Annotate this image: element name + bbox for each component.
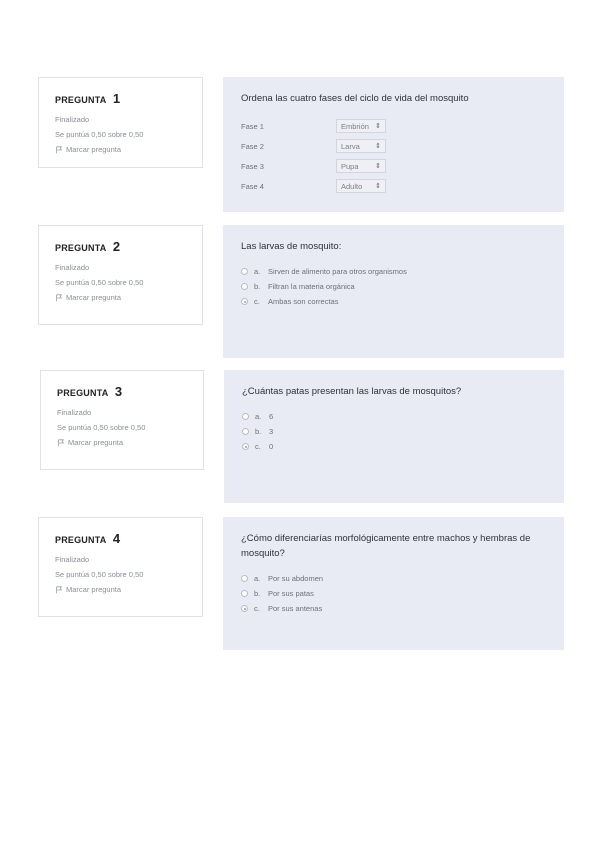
select-arrow-icon: ⇕ xyxy=(375,123,381,130)
flag-icon xyxy=(55,294,63,302)
match-row xyxy=(241,136,546,156)
question-heading xyxy=(55,530,188,548)
flag-question-link[interactable] xyxy=(55,145,188,154)
option-text: Por sus antenas xyxy=(268,604,323,613)
question-content-1 xyxy=(223,77,564,212)
question-grade: Se puntúa 0,50 sobre 0,50 xyxy=(55,570,144,579)
question-info-4 xyxy=(38,517,203,617)
option-letter: b. xyxy=(254,282,261,291)
option-text: Por sus patas xyxy=(268,589,314,598)
answer-option[interactable] xyxy=(242,409,546,424)
question-info-1 xyxy=(38,77,203,168)
flag-label: Marcar pregunta xyxy=(66,585,122,594)
question-heading xyxy=(57,383,189,401)
radio-button[interactable] xyxy=(241,590,248,597)
flag-question-link[interactable] xyxy=(55,585,188,594)
answer-option[interactable] xyxy=(241,586,546,601)
select-arrow-icon: ⇕ xyxy=(375,143,381,150)
answer-option[interactable] xyxy=(241,294,546,309)
match-select[interactable] xyxy=(336,119,386,133)
radio-button[interactable] xyxy=(242,413,249,420)
option-text: Por su abdomen xyxy=(268,574,324,583)
question-text: Ordena las cuatro fases del ciclo de vida del mosquito xyxy=(241,93,469,104)
option-letter: c. xyxy=(254,297,260,306)
question-state: Finalizado xyxy=(55,115,90,124)
question-heading xyxy=(55,238,188,256)
question-number: 1 xyxy=(112,91,121,106)
option-text: Ambas son correctas xyxy=(268,297,339,306)
question-number: 3 xyxy=(114,384,123,399)
answer-option[interactable] xyxy=(241,264,546,279)
option-letter: b. xyxy=(255,427,262,436)
question-state: Finalizado xyxy=(55,555,90,564)
question-label: PREGUNTA xyxy=(55,243,107,253)
select-value: Embrión xyxy=(341,121,369,131)
match-label: Fase 2 xyxy=(241,141,264,151)
option-text: Sirven de alimento para otros organismos xyxy=(268,267,407,276)
question-info-3 xyxy=(40,370,204,470)
match-label: Fase 3 xyxy=(241,161,264,171)
question-text: ¿Cuántas patas presentan las larvas de mosquitos? xyxy=(242,386,462,397)
answer-option[interactable] xyxy=(242,439,546,454)
question-content-4 xyxy=(223,517,564,650)
radio-button[interactable] xyxy=(242,428,249,435)
option-letter: c. xyxy=(255,442,261,451)
select-value: Pupa xyxy=(341,161,359,171)
question-content-2 xyxy=(223,225,564,358)
select-value: Adulto xyxy=(341,181,363,191)
question-grade: Se puntúa 0,50 sobre 0,50 xyxy=(57,423,146,432)
option-text: 3 xyxy=(269,427,274,436)
question-number: 4 xyxy=(112,531,121,546)
option-text: 6 xyxy=(269,412,274,421)
question-label: PREGUNTA xyxy=(55,95,107,105)
matching-list xyxy=(241,116,546,196)
radio-button[interactable] xyxy=(241,268,248,275)
match-label: Fase 1 xyxy=(241,121,264,131)
question-label: PREGUNTA xyxy=(55,535,107,545)
answer-option[interactable] xyxy=(241,279,546,294)
select-arrow-icon: ⇕ xyxy=(375,163,381,170)
question-state: Finalizado xyxy=(55,263,90,272)
flag-icon xyxy=(55,586,63,594)
question-grade: Se puntúa 0,50 sobre 0,50 xyxy=(55,130,144,139)
match-label: Fase 4 xyxy=(241,181,264,191)
flag-question-link[interactable] xyxy=(57,438,189,447)
question-grade: Se puntúa 0,50 sobre 0,50 xyxy=(55,278,144,287)
flag-icon xyxy=(57,439,65,447)
question-info-2 xyxy=(38,225,203,325)
question-number: 2 xyxy=(112,239,121,254)
select-value: Larva xyxy=(341,141,360,151)
match-row xyxy=(241,176,546,196)
question-label: PREGUNTA xyxy=(57,388,109,398)
question-text: ¿Cómo diferenciarías morfológicamente entre machos y hembras de mosquito? xyxy=(241,533,531,559)
radio-button[interactable] xyxy=(241,575,248,582)
answer-list xyxy=(241,571,546,616)
question-text: Las larvas de mosquito: xyxy=(241,241,342,252)
flag-label: Marcar pregunta xyxy=(66,293,122,302)
flag-label: Marcar pregunta xyxy=(66,145,122,154)
question-state: Finalizado xyxy=(57,408,92,417)
radio-button-selected[interactable] xyxy=(242,443,249,450)
radio-button-selected[interactable] xyxy=(241,605,248,612)
flag-question-link[interactable] xyxy=(55,293,188,302)
question-heading xyxy=(55,90,188,108)
option-letter: c. xyxy=(254,604,260,613)
answer-option[interactable] xyxy=(241,601,546,616)
option-letter: a. xyxy=(255,412,262,421)
answer-option[interactable] xyxy=(242,424,546,439)
option-letter: a. xyxy=(254,574,261,583)
match-row xyxy=(241,116,546,136)
question-content-3 xyxy=(224,370,564,503)
match-row xyxy=(241,156,546,176)
answer-list xyxy=(242,409,546,454)
answer-option[interactable] xyxy=(241,571,546,586)
select-arrow-icon: ⇕ xyxy=(375,183,381,190)
radio-button-selected[interactable] xyxy=(241,298,248,305)
flag-label: Marcar pregunta xyxy=(68,438,124,447)
option-letter: b. xyxy=(254,589,261,598)
radio-button[interactable] xyxy=(241,283,248,290)
match-select[interactable] xyxy=(336,139,386,153)
match-select[interactable] xyxy=(336,179,386,193)
option-text: 0 xyxy=(269,442,274,451)
flag-icon xyxy=(55,146,63,154)
option-text: Filtran la materia orgánica xyxy=(268,282,355,291)
answer-list xyxy=(241,264,546,309)
match-select[interactable] xyxy=(336,159,386,173)
option-letter: a. xyxy=(254,267,261,276)
